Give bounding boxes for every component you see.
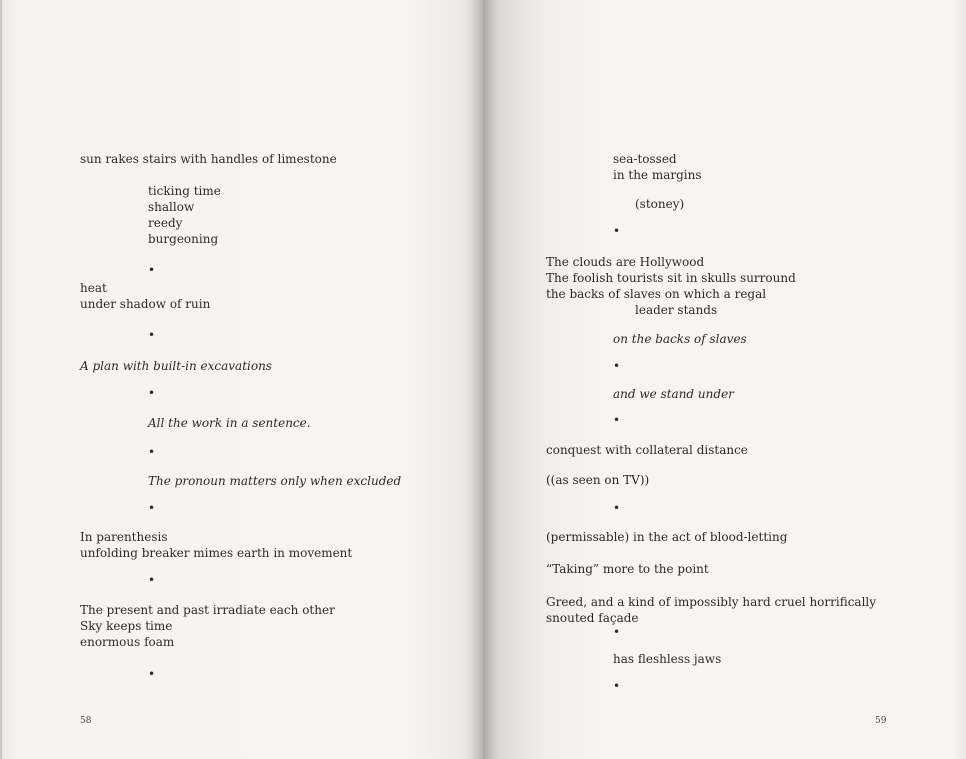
poem-line: Sky keeps time	[80, 619, 173, 633]
section-bullet: •	[613, 501, 621, 515]
poem-line: enormous foam	[80, 635, 175, 649]
poem-line: (permissable) in the act of blood-letting	[546, 530, 788, 544]
right-page	[483, 0, 966, 759]
poem-line: and we stand under	[613, 387, 734, 401]
page-number: 58	[80, 716, 92, 726]
section-bullet: •	[613, 413, 621, 427]
poem-line: Greed, and a kind of impossibly hard cruel horrifically	[546, 595, 877, 609]
book-gutter-shadow	[470, 0, 496, 759]
poem-line: on the backs of slaves	[613, 332, 747, 346]
poem-line: conquest with collateral distance	[546, 443, 748, 457]
poem-line: under shadow of ruin	[80, 297, 211, 311]
poem-line: snouted façade	[546, 611, 639, 625]
section-bullet: •	[148, 263, 156, 277]
poem-line: unfolding breaker mimes earth in movement	[80, 546, 353, 560]
poem-line: the backs of slaves on which a regal	[546, 287, 767, 301]
section-bullet: •	[148, 667, 156, 681]
section-bullet: •	[148, 501, 156, 515]
poem-line: The pronoun matters only when excluded	[148, 474, 402, 488]
section-bullet: •	[613, 359, 621, 373]
section-bullet: •	[613, 625, 621, 639]
poem-line: The present and past irradiate each other	[80, 603, 335, 617]
poem-line: in the margins	[613, 168, 702, 182]
section-bullet: •	[148, 445, 156, 459]
section-bullet: •	[148, 573, 156, 587]
poem-line: The clouds are Hollywood	[546, 255, 705, 269]
poem-line: In parenthesis	[80, 530, 168, 544]
poem-line: reedy	[148, 216, 183, 230]
poem-line: The foolish tourists sit in skulls surround	[546, 271, 796, 285]
poem-line: ticking time	[148, 184, 221, 198]
section-bullet: •	[613, 224, 621, 238]
poem-line: A plan with built-in excavations	[80, 359, 272, 373]
poem-line: has fleshless jaws	[613, 652, 722, 666]
poem-line: ((as seen on TV))	[546, 473, 650, 487]
poem-line: shallow	[148, 200, 195, 214]
poem-line: heat	[80, 281, 107, 295]
page-number: 59	[875, 716, 887, 726]
poem-line: sun rakes stairs with handles of limestone	[80, 152, 337, 166]
poem-line: (stoney)	[635, 197, 685, 211]
poem-line: leader stands	[635, 303, 718, 317]
section-bullet: •	[613, 679, 621, 693]
section-bullet: •	[148, 386, 156, 400]
section-bullet: •	[148, 328, 156, 342]
poem-line: burgeoning	[148, 232, 219, 246]
poem-line: sea-tossed	[613, 152, 677, 166]
poem-line: All the work in a sentence.	[148, 416, 311, 430]
poem-line: “Taking” more to the point	[546, 562, 709, 576]
